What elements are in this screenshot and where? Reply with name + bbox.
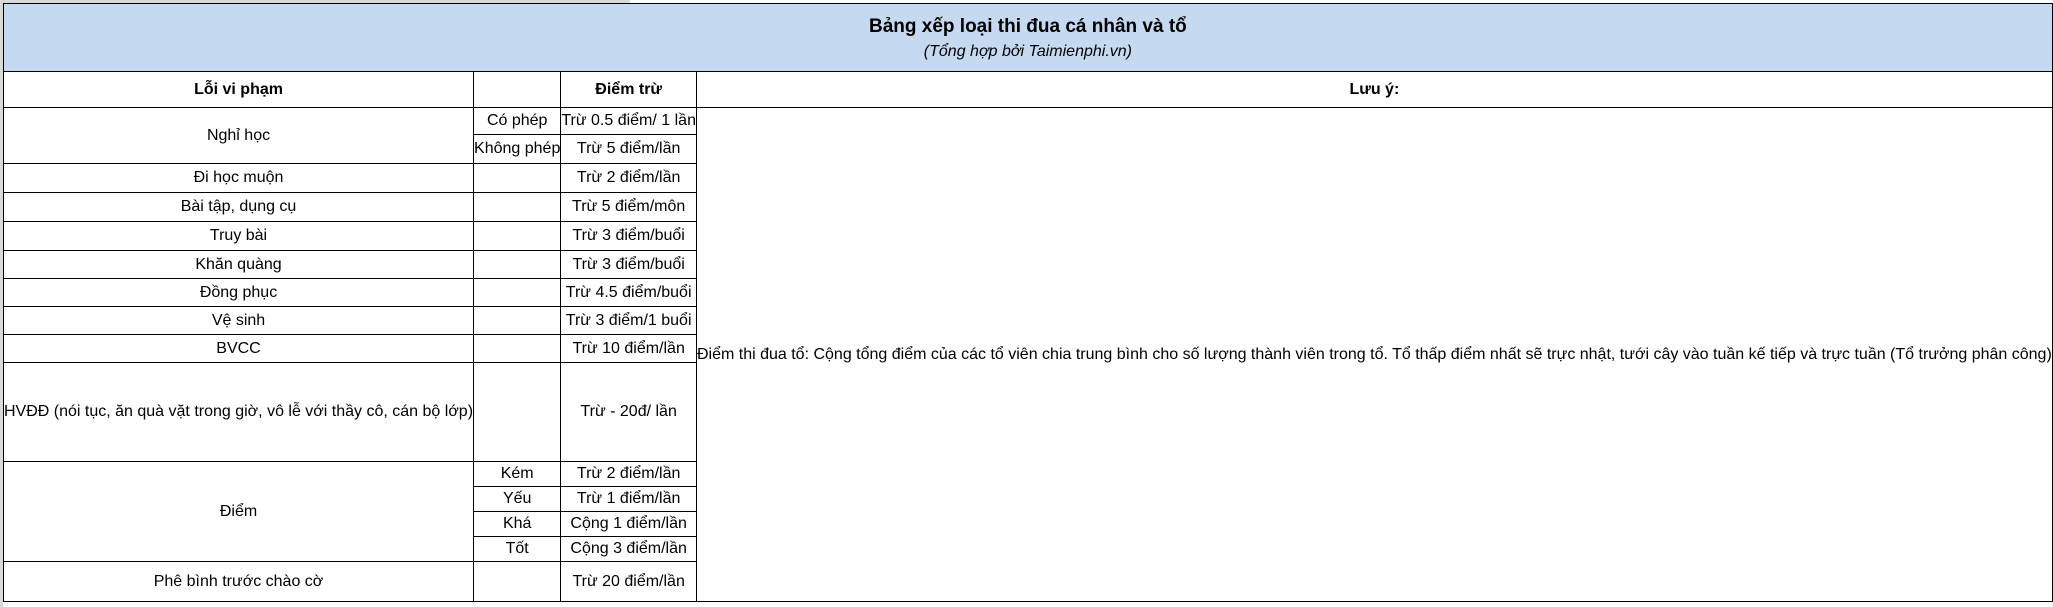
table-title: Bảng xếp loại thi đua cá nhân và tổ xyxy=(869,15,1187,37)
cell-bvcc[interactable]: BVCC xyxy=(4,335,474,363)
cell-yeu[interactable]: Yếu xyxy=(474,487,561,512)
cell-empty[interactable] xyxy=(474,222,561,251)
cell-kha-points[interactable]: Cộng 1 điểm/lần xyxy=(561,512,697,537)
cell-kha[interactable]: Khá xyxy=(474,512,561,537)
cell-bai-tap[interactable]: Bài tập, dụng cụ xyxy=(4,193,474,222)
cell-hvdd[interactable]: HVĐĐ (nói tục, ăn quà vặt trong giờ, vô lễ với thầy cô, cán bộ lớp) xyxy=(4,363,474,462)
cell-empty[interactable] xyxy=(474,193,561,222)
cell-empty[interactable] xyxy=(474,562,561,602)
cell-hvdd-points[interactable]: Trừ - 20đ/ lần xyxy=(561,363,697,462)
header-row xyxy=(4,72,2053,108)
cell-truy-bai-points[interactable]: Trừ 3 điểm/buổi xyxy=(561,222,697,251)
note-cell[interactable]: Điểm thi đua tổ: Cộng tổng điểm của các tổ viên chia trung bình cho số lượng thành viên trong tổ. Tổ thấp điểm nhất sẽ trực nhật, tưới cây vào tuần kế tiếp và trực tuần (Tổ trưởng phân công) xyxy=(696,108,2052,602)
cell-bai-tap-points[interactable]: Trừ 5 điểm/môn xyxy=(561,193,697,222)
cell-phe-binh[interactable]: Phê bình trước chào cờ xyxy=(4,562,474,602)
header-note[interactable]: Lưu ý: xyxy=(696,72,2052,108)
cell-ve-sinh-points[interactable]: Trừ 3 điểm/1 buổi xyxy=(561,307,697,335)
title-cell[interactable] xyxy=(4,4,2053,72)
cell-truy-bai[interactable]: Truy bài xyxy=(4,222,474,251)
cell-empty[interactable] xyxy=(474,363,561,462)
cell-diem[interactable]: Điểm xyxy=(4,462,474,562)
cell-tot[interactable]: Tốt xyxy=(474,537,561,562)
cell-yeu-points[interactable]: Trừ 1 điểm/lần xyxy=(561,487,697,512)
table-row xyxy=(4,108,2053,135)
cell-empty[interactable] xyxy=(474,164,561,193)
header-sub[interactable] xyxy=(474,72,561,108)
cell-dong-phuc-points[interactable]: Trừ 4.5 điểm/buổi xyxy=(561,279,697,307)
cell-khan-quang[interactable]: Khăn quàng xyxy=(4,251,474,279)
table-subtitle: (Tổng hợp bởi Taimienphi.vn) xyxy=(923,42,1132,60)
cell-di-hoc-muon-points[interactable]: Trừ 2 điểm/lần xyxy=(561,164,697,193)
cell-phe-binh-points[interactable]: Trừ 20 điểm/lần xyxy=(561,562,697,602)
cell-khong-phep-points[interactable]: Trừ 5 điểm/lần xyxy=(561,135,697,164)
cell-kem[interactable]: Kém xyxy=(474,462,561,487)
cell-khan-quang-points[interactable]: Trừ 3 điểm/buổi xyxy=(561,251,697,279)
cell-tot-points[interactable]: Cộng 3 điểm/lần xyxy=(561,537,697,562)
cell-co-phep-points[interactable]: Trừ 0.5 điểm/ 1 lần xyxy=(561,108,697,135)
ranking-table xyxy=(3,3,2053,602)
cell-di-hoc-muon[interactable]: Đi học muộn xyxy=(4,164,474,193)
cell-ve-sinh[interactable]: Vệ sinh xyxy=(4,307,474,335)
cell-khong-phep[interactable]: Không phép xyxy=(474,135,561,164)
cell-bvcc-points[interactable]: Trừ 10 điểm/lần xyxy=(561,335,697,363)
cell-kem-points[interactable]: Trừ 2 điểm/lần xyxy=(561,462,697,487)
title-row xyxy=(4,4,2053,72)
cell-empty[interactable] xyxy=(474,335,561,363)
cell-empty[interactable] xyxy=(474,279,561,307)
cell-co-phep[interactable]: Có phép xyxy=(474,108,561,135)
cell-dong-phuc[interactable]: Đồng phục xyxy=(4,279,474,307)
cell-empty[interactable] xyxy=(474,307,561,335)
header-violation[interactable]: Lỗi vi phạm xyxy=(4,72,474,108)
header-deduction[interactable]: Điểm trừ xyxy=(561,72,697,108)
cell-nghi-hoc[interactable]: Nghỉ học xyxy=(4,108,474,164)
cell-empty[interactable] xyxy=(474,251,561,279)
